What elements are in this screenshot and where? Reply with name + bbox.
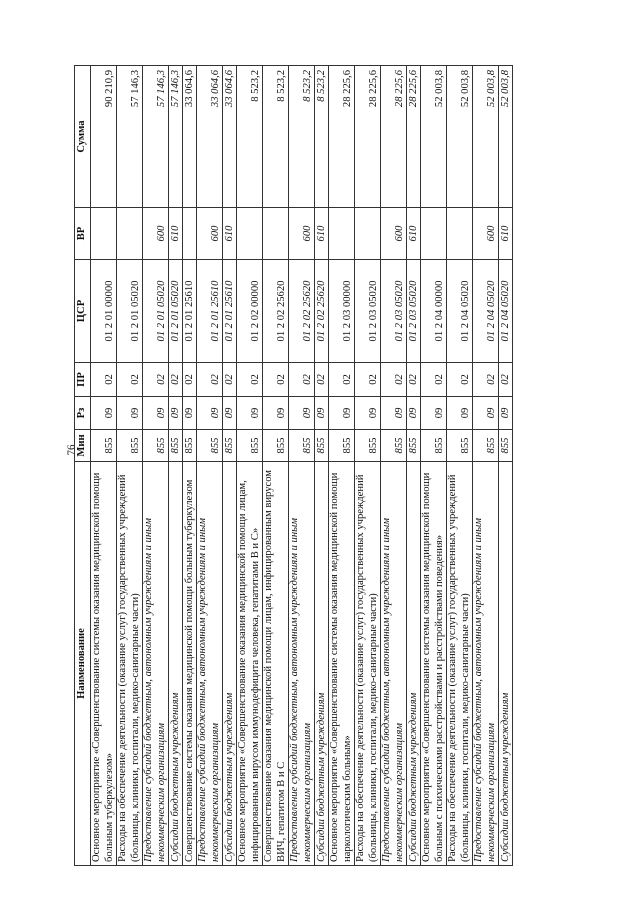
cell-csr: 01 2 01 00000 [91, 260, 117, 363]
cell-csr: 01 2 02 25620 [315, 260, 329, 363]
cell-sum: 28 225,6 [355, 66, 381, 208]
cell-name: Субсидии бюджетным учреждениям [315, 462, 329, 866]
cell-sum: 8 523,2 [315, 66, 329, 208]
cell-sum: 28 225,6 [407, 66, 421, 208]
cell-vr [91, 208, 117, 260]
table-row [355, 66, 381, 866]
cell-vr [421, 208, 447, 260]
cell-vr: 610 [169, 208, 183, 260]
table-row [315, 66, 329, 866]
table-row [169, 66, 183, 866]
cell-pr: 02 [143, 363, 169, 397]
cell-min: 855 [499, 430, 513, 462]
cell-sum: 8 523,2 [263, 66, 289, 208]
cell-name: Предоставление субсидий бюджетным, автономным учреждениям и иным некоммерческим организациям [289, 462, 315, 866]
cell-rz: 09 [381, 397, 407, 430]
table-row [421, 66, 447, 866]
cell-min: 855 [197, 430, 223, 462]
cell-rz: 09 [183, 397, 197, 430]
table-row [499, 66, 513, 866]
cell-vr: 610 [407, 208, 421, 260]
cell-name: Расходы на обеспечение деятельности (оказание услуг) государственных учреждений (больницы, клиники, госпитали, медико-санитарные части) [117, 462, 143, 866]
cell-name: Предоставление субсидий бюджетным, автономным учреждениям и иным некоммерческим организациям [143, 462, 169, 866]
cell-pr: 02 [117, 363, 143, 397]
cell-vr: 600 [289, 208, 315, 260]
cell-pr: 02 [421, 363, 447, 397]
cell-rz: 09 [355, 397, 381, 430]
cell-name: Расходы на обеспечение деятельности (оказание услуг) государственных учреждений (больницы, клиники, госпитали, медико-санитарные части) [355, 462, 381, 866]
cell-min: 855 [91, 430, 117, 462]
cell-vr [183, 208, 197, 260]
table-row [91, 66, 117, 866]
cell-min: 855 [263, 430, 289, 462]
page-number: 76 [65, 444, 78, 456]
cell-pr: 02 [473, 363, 499, 397]
table-row [223, 66, 237, 866]
cell-rz: 09 [91, 397, 117, 430]
cell-csr: 01 2 01 05020 [117, 260, 143, 363]
cell-rz: 09 [447, 397, 473, 430]
cell-csr: 01 2 02 25620 [289, 260, 315, 363]
cell-vr: 610 [315, 208, 329, 260]
cell-min: 855 [315, 430, 329, 462]
header-min: Мин [75, 430, 91, 462]
cell-min: 855 [407, 430, 421, 462]
cell-min: 855 [381, 430, 407, 462]
cell-pr: 02 [499, 363, 513, 397]
cell-rz: 09 [407, 397, 421, 430]
cell-rz: 09 [421, 397, 447, 430]
cell-vr [355, 208, 381, 260]
cell-csr: 01 2 01 25610 [223, 260, 237, 363]
cell-name: Расходы на обеспечение деятельности (оказание услуг) государственных учреждений (больницы, клиники, госпитали, медико-санитарные части) [447, 462, 473, 866]
cell-pr: 02 [315, 363, 329, 397]
cell-name: Основное мероприятие «Совершенствование системы оказания медицинской помощи больным туберкулезом» [91, 462, 117, 866]
cell-pr: 02 [237, 363, 263, 397]
cell-rz: 09 [143, 397, 169, 430]
cell-vr [263, 208, 289, 260]
cell-csr: 01 2 03 05020 [381, 260, 407, 363]
cell-sum: 52 003,8 [499, 66, 513, 208]
cell-name: Основное мероприятие «Совершенствование системы оказания медицинской помощи наркологическим больным» [329, 462, 355, 866]
cell-vr: 610 [223, 208, 237, 260]
cell-name: Основное мероприятие «Совершенствование системы оказания медицинской помощи больным с психическими расстройствами и расстройствами поведения» [421, 462, 447, 866]
cell-csr: 01 2 04 05020 [473, 260, 499, 363]
cell-min: 855 [329, 430, 355, 462]
cell-name: Субсидии бюджетным учреждениям [499, 462, 513, 866]
cell-pr: 02 [355, 363, 381, 397]
header-csr: ЦСР [75, 260, 91, 363]
cell-min: 855 [355, 430, 381, 462]
cell-vr: 610 [499, 208, 513, 260]
cell-vr [237, 208, 263, 260]
cell-sum: 8 523,2 [237, 66, 263, 208]
table-row [407, 66, 421, 866]
cell-pr: 02 [91, 363, 117, 397]
table-body [91, 66, 513, 866]
table-row [237, 66, 263, 866]
cell-name: Совершенствование системы оказания медицинской помощи больным туберкулезом [183, 462, 197, 866]
cell-pr: 02 [381, 363, 407, 397]
cell-pr: 02 [169, 363, 183, 397]
table-row [381, 66, 407, 866]
cell-rz: 09 [289, 397, 315, 430]
cell-sum: 33 064,6 [223, 66, 237, 208]
cell-name: Предоставление субсидий бюджетным, автономным учреждениям и иным некоммерческим организациям [473, 462, 499, 866]
cell-pr: 02 [447, 363, 473, 397]
cell-name: Субсидии бюджетным учреждениям [169, 462, 183, 866]
cell-name: Предоставление субсидий бюджетным, автономным учреждениям и иным некоммерческим организациям [197, 462, 223, 866]
cell-csr: 01 2 01 05020 [143, 260, 169, 363]
cell-csr: 01 2 02 00000 [237, 260, 263, 363]
cell-sum: 33 064,6 [183, 66, 197, 208]
table-row [183, 66, 197, 866]
header-vr: ВР [75, 208, 91, 260]
header-pr: ПР [75, 363, 91, 397]
cell-rz: 09 [263, 397, 289, 430]
cell-name: Основное мероприятие «Совершенствование оказания медицинской помощи лицам, инфицированным вирусом иммунодефицита человека, гепатитами B и C» [237, 462, 263, 866]
cell-csr: 01 2 01 25610 [183, 260, 197, 363]
cell-pr: 02 [329, 363, 355, 397]
cell-sum: 28 225,6 [381, 66, 407, 208]
cell-vr: 600 [473, 208, 499, 260]
table-row [197, 66, 223, 866]
cell-pr: 02 [407, 363, 421, 397]
cell-sum: 90 210,9 [91, 66, 117, 208]
rotated-page [74, 66, 567, 866]
cell-rz: 09 [197, 397, 223, 430]
table-row [263, 66, 289, 866]
cell-min: 855 [289, 430, 315, 462]
cell-min: 855 [237, 430, 263, 462]
cell-name: Субсидии бюджетным учреждениям [223, 462, 237, 866]
table-row [117, 66, 143, 866]
cell-min: 855 [117, 430, 143, 462]
cell-name: Субсидии бюджетным учреждениям [407, 462, 421, 866]
cell-vr: 600 [197, 208, 223, 260]
cell-vr [329, 208, 355, 260]
cell-csr: 01 2 04 00000 [421, 260, 447, 363]
header-sum: Сумма [75, 66, 91, 208]
header-name: Наименование [75, 462, 91, 866]
cell-sum: 52 003,8 [447, 66, 473, 208]
table-row [289, 66, 315, 866]
table-row [143, 66, 169, 866]
cell-sum: 28 225,6 [329, 66, 355, 208]
cell-min: 855 [183, 430, 197, 462]
cell-sum: 52 003,8 [473, 66, 499, 208]
table-header [75, 66, 91, 866]
cell-min: 855 [447, 430, 473, 462]
cell-min: 855 [143, 430, 169, 462]
cell-csr: 01 2 04 05020 [499, 260, 513, 363]
cell-vr [117, 208, 143, 260]
cell-min: 855 [223, 430, 237, 462]
cell-sum: 57 146,3 [117, 66, 143, 208]
cell-rz: 09 [329, 397, 355, 430]
table-row [473, 66, 499, 866]
cell-csr: 01 2 01 25610 [197, 260, 223, 363]
cell-pr: 02 [223, 363, 237, 397]
cell-sum: 57 146,3 [169, 66, 183, 208]
cell-rz: 09 [473, 397, 499, 430]
cell-csr: 01 2 01 05020 [169, 260, 183, 363]
cell-vr: 600 [381, 208, 407, 260]
cell-sum: 8 523,2 [289, 66, 315, 208]
cell-rz: 09 [499, 397, 513, 430]
cell-pr: 02 [289, 363, 315, 397]
cell-sum: 57 146,3 [143, 66, 169, 208]
cell-min: 855 [169, 430, 183, 462]
cell-rz: 09 [223, 397, 237, 430]
cell-pr: 02 [197, 363, 223, 397]
cell-name: Совершенствование оказания медицинской помощи лицам, инфицированным вирусом ВИЧ, гепатитом B и C [263, 462, 289, 866]
table-row [447, 66, 473, 866]
cell-vr: 600 [143, 208, 169, 260]
cell-rz: 09 [315, 397, 329, 430]
budget-table [74, 65, 513, 866]
cell-csr: 01 2 03 05020 [407, 260, 421, 363]
cell-sum: 33 064,6 [197, 66, 223, 208]
cell-sum: 52 003,8 [421, 66, 447, 208]
header-rz: Рз [75, 397, 91, 430]
cell-csr: 01 2 02 25620 [263, 260, 289, 363]
cell-rz: 09 [117, 397, 143, 430]
cell-pr: 02 [183, 363, 197, 397]
cell-min: 855 [473, 430, 499, 462]
cell-name: Предоставление субсидий бюджетным, автономным учреждениям и иным некоммерческим организациям [381, 462, 407, 866]
cell-rz: 09 [169, 397, 183, 430]
cell-pr: 02 [263, 363, 289, 397]
cell-csr: 01 2 03 00000 [329, 260, 355, 363]
cell-vr [447, 208, 473, 260]
table-row [329, 66, 355, 866]
cell-csr: 01 2 03 05020 [355, 260, 381, 363]
cell-rz: 09 [237, 397, 263, 430]
cell-min: 855 [421, 430, 447, 462]
cell-csr: 01 2 04 05020 [447, 260, 473, 363]
